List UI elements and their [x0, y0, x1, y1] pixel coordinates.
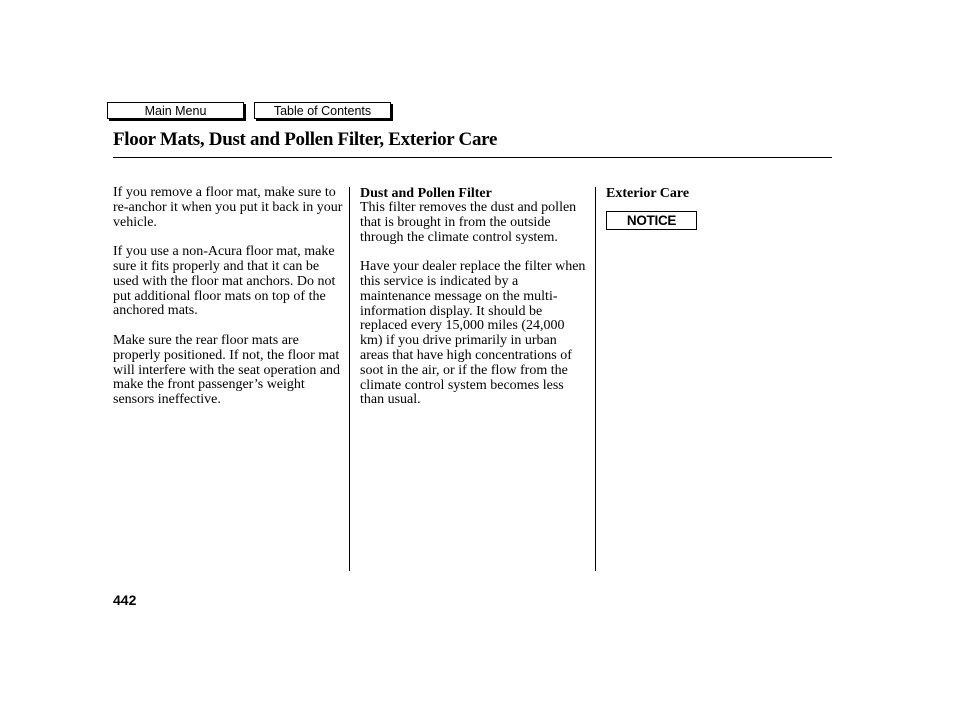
- title-divider: [113, 157, 832, 158]
- page-number: 442: [113, 592, 137, 608]
- floor-mat-paragraph-2: If you use a non-Acura floor mat, make sure it fits properly and that it can be used with the floor mat anchors. Do not put additional floor mats on top of the anchored mats.: [113, 244, 336, 319]
- column-divider-2: [595, 187, 596, 571]
- notice-badge: NOTICE: [606, 211, 697, 230]
- dust-pollen-filter-heading: Dust and Pollen Filter: [360, 186, 492, 201]
- dust-pollen-filter-column: [360, 186, 588, 423]
- column-divider-1: [349, 187, 350, 571]
- table-of-contents-button[interactable]: Table of Contents: [254, 102, 391, 119]
- main-menu-button[interactable]: Main Menu: [107, 102, 244, 119]
- filter-paragraph-2: Have your dealer replace the filter when this service is indicated by a maintenance message on the multi-information display. It should be replaced every 15,000 miles (24,000 km) if you drive primarily in urban areas that have high concentrations of soot in the air, or if the flow from the climate control system becomes less than usual.: [360, 259, 586, 408]
- exterior-care-column: [606, 186, 826, 230]
- page-title: Floor Mats, Dust and Pollen Filter, Exterior Care: [113, 129, 498, 150]
- filter-paragraph-1: This filter removes the dust and pollen that is brought in from the outside through the climate control system.: [360, 200, 577, 245]
- exterior-care-heading: Exterior Care: [606, 186, 690, 201]
- floor-mat-paragraph-3: Make sure the rear floor mats are properly positioned. If not, the floor mat will interfere with the seat operation and make the front passenger’s weight sensors ineffective.: [113, 332, 341, 408]
- floor-mats-column: [113, 186, 343, 423]
- floor-mat-paragraph-1: If you remove a floor mat, make sure to re-anchor it when you put it back in your vehicle.: [113, 185, 343, 230]
